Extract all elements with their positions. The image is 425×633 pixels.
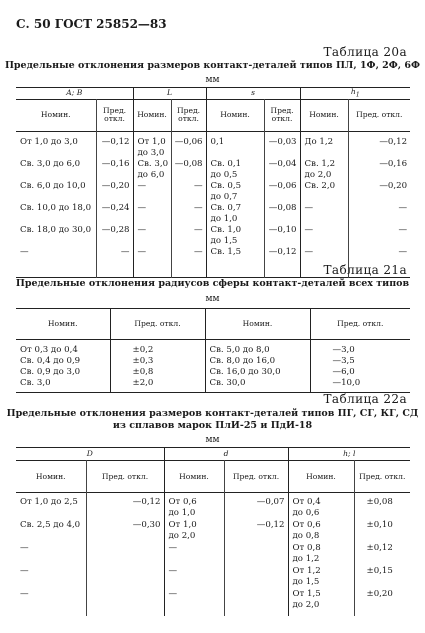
table20-cell-text: Св. 6,0 до 10,0: [20, 181, 86, 192]
table20-cell: [264, 181, 300, 203]
table20-group-h1: $h_1$: [300, 88, 410, 100]
table22-cell-text: —0,07: [256, 496, 285, 507]
table20-cell-text: —: [304, 203, 314, 214]
table20-cell-text: —: [20, 247, 29, 258]
table20-cell: [171, 137, 206, 159]
table20-cell: [206, 181, 264, 203]
table20-cell-text: —0,16: [379, 159, 408, 170]
table22-group-hl: h; l: [288, 448, 410, 461]
table21-dev-header: Пред. откл.: [110, 309, 205, 340]
table20-cell: [348, 159, 410, 181]
table21-cell: [16, 378, 110, 389]
table22-cell-text: ±0,12: [366, 542, 393, 553]
table20-cell: [133, 181, 171, 203]
table20-cell: [133, 159, 171, 181]
table20-cell: [16, 159, 96, 181]
table20-nom-header: Номин.: [40, 110, 71, 120]
table20-row: [16, 225, 410, 247]
table20-cell: [206, 225, 264, 247]
table22-cell-text: ±0,10: [366, 519, 393, 530]
table22-cell-text: ±0,15: [366, 565, 393, 576]
table20: [16, 87, 410, 278]
table21-cell: [205, 378, 310, 389]
table20-sub-header: [16, 99, 410, 131]
table20-cell-text: —0,20: [101, 181, 130, 192]
table22-cell: [86, 543, 164, 566]
table22-label: Таблица 22а: [323, 392, 407, 406]
table21-cell: [310, 378, 410, 389]
table20-cell-text: —0,06: [268, 181, 297, 192]
table20-cell-text: —0,12: [268, 247, 297, 258]
table22-row: [16, 589, 410, 612]
table20-cell: [264, 137, 300, 159]
table20-cell-text: —: [304, 247, 314, 258]
table22-cell-text: От 1,0 до 2,5: [20, 496, 78, 507]
table22-cell-text: —: [168, 542, 178, 553]
table20-cell: [264, 247, 300, 269]
table22-cell-text: —: [168, 588, 178, 599]
table20-row: [16, 181, 410, 203]
table21-nom-header: Номин.: [47, 319, 78, 329]
table20-cell-text: —: [304, 225, 314, 236]
table22-row: [16, 497, 410, 520]
table21-cell: [310, 345, 410, 356]
table20-cell-text: —0,12: [101, 137, 130, 148]
table21-cell: [205, 367, 310, 378]
table20-cell-text: —: [193, 225, 203, 236]
table22-unit: мм: [205, 435, 220, 445]
table22-cell: [16, 520, 86, 543]
table22-row: [16, 543, 410, 566]
table22-cell: [86, 589, 164, 612]
table21-cell: [205, 345, 310, 356]
table22-cell: [16, 589, 86, 612]
table20-group-header: [16, 88, 410, 100]
table21-cell-text: —6,0: [332, 366, 355, 377]
table21-cell-text: ±0,2: [132, 344, 154, 355]
table20-cell-text: Св. 3,0 до 6,0: [137, 159, 169, 181]
table21-cell: [16, 356, 110, 367]
table22-nom-header: Номин.: [164, 461, 224, 493]
table22-cell: [164, 543, 224, 566]
table22-cell: [16, 566, 86, 589]
table22-cell-text: ±0,20: [366, 588, 393, 599]
table20-cell: [206, 203, 264, 225]
table20-cell-text: —0,28: [101, 225, 130, 236]
table22-cell-text: ±0,08: [366, 496, 393, 507]
table20-cell: [300, 181, 348, 203]
table20-cell: [16, 225, 96, 247]
table22-dev-header: Пред. откл.: [354, 461, 410, 493]
table20-cell-text: —: [193, 181, 203, 192]
table22-nom-header: Номин.: [35, 471, 66, 481]
table20-cell: [348, 137, 410, 159]
table20-cell-text: —0,08: [174, 159, 203, 170]
table22-cell: [288, 566, 354, 589]
table22-title-line1: Предельные отклонения размеров контакт-деталей типов ПГ, СГ, КГ, СД: [6, 408, 419, 419]
table20-cell: [16, 181, 96, 203]
table20-cell-text: Св. 1,0 до 1,5: [210, 225, 242, 247]
table21-cell-text: —10,0: [332, 377, 361, 388]
table21-title: Предельные отклонения радиусов сферы контакт-деталей всех типов: [15, 278, 410, 289]
table21-cell-text: —3,5: [332, 355, 355, 366]
table22-cell: [354, 589, 410, 612]
table20-cell-text: —: [137, 203, 147, 214]
table22-cell: [224, 497, 288, 520]
table22-title-line2: из сплавов марок ПлИ-25 и ПдИ-18: [112, 420, 313, 431]
table20-cell: [133, 203, 171, 225]
table22-cell-text: От 1,0 до 2,0: [168, 519, 197, 541]
table21-unit: мм: [205, 294, 220, 304]
table22-cell: [16, 497, 86, 520]
table20-title: Предельные отклонения размеров контакт-деталей типов ПЛ, 1Ф, 2Ф, 6Ф: [4, 60, 421, 71]
table20-cell: [264, 203, 300, 225]
table20-cell-text: —: [120, 247, 130, 258]
table21-cell-text: ±2,0: [132, 377, 154, 388]
table21-cell-text: Св. 0,4 до 0,9: [20, 355, 81, 366]
table20-cell-text: —: [193, 203, 203, 214]
table20-cell: [133, 137, 171, 159]
table20-cell: [96, 159, 133, 181]
table22-cell: [86, 520, 164, 543]
table21-cell: [110, 356, 205, 367]
table20-cell: [16, 203, 96, 225]
table22-cell-text: От 0,6 до 0,8: [292, 519, 321, 541]
table20-dev-header: Пред. откл.: [264, 99, 300, 131]
table20-cell-text: Св. 10,0 до 18,0: [20, 203, 92, 214]
table21-cell-text: ±0,8: [132, 366, 154, 377]
table22-cell-text: —0,12: [256, 519, 285, 530]
table22-cell: [164, 566, 224, 589]
table20-cell: [206, 137, 264, 159]
table21-cell: [110, 345, 205, 356]
table20-cell: [171, 247, 206, 269]
table22-cell: [164, 520, 224, 543]
table21-cell-text: Св. 16,0 до 30,0: [209, 366, 281, 377]
table20-cell-text: Св. 1,5: [210, 247, 242, 258]
table22-cell: [288, 589, 354, 612]
table22-cell-text: —0,12: [132, 496, 161, 507]
table22-cell-text: Св. 2,5 до 4,0: [20, 519, 81, 530]
table20-group-s: s: [206, 88, 300, 100]
table22-cell: [164, 497, 224, 520]
table20-cell-text: —: [398, 247, 408, 258]
table21-cell-text: Св. 3,0: [20, 377, 51, 388]
table20-nom-header: Номин.: [206, 99, 264, 131]
table20-cell: [300, 159, 348, 181]
table20-cell: [133, 225, 171, 247]
table21-cell: [110, 378, 205, 389]
table21-row: [16, 378, 410, 389]
table20-cell: [96, 225, 133, 247]
table21-cell: [16, 345, 110, 356]
table22-cell: [224, 520, 288, 543]
table22-cell-text: —: [20, 588, 29, 599]
table22-dev-header: Пред. откл.: [224, 461, 288, 493]
table20-cell: [133, 247, 171, 269]
table20-cell-text: Св. 2,0: [304, 181, 336, 192]
table20-cell-text: Св. 18,0 до 30,0: [20, 225, 92, 236]
table21-cell: [205, 356, 310, 367]
table22-group-d-inner: d: [164, 448, 288, 461]
table22-cell-text: —: [168, 565, 178, 576]
table22-dev-header: Пред. откл.: [86, 461, 164, 493]
table20-cell: [264, 159, 300, 181]
table20-cell-text: Св. 3,0 до 6,0: [20, 159, 81, 170]
table22: [16, 447, 410, 616]
table20-cell: [171, 181, 206, 203]
table22-row: [16, 520, 410, 543]
table22-nom-header: Номин.: [288, 461, 354, 493]
table20-cell: [300, 225, 348, 247]
table20-cell: [348, 181, 410, 203]
table20-row: [16, 203, 410, 225]
table22-cell: [164, 589, 224, 612]
table20-cell: [16, 247, 96, 269]
table20-cell: [206, 247, 264, 269]
table20-cell-text: От 1,0 до 3,0: [137, 137, 166, 159]
table22-cell-text: От 1,5 до 2,0: [292, 588, 321, 610]
table21-dev-header: Пред. откл.: [310, 309, 410, 340]
table20-cell-text: —0,20: [379, 181, 408, 192]
table22-cell-text: От 0,4 до 0,6: [292, 496, 321, 518]
table21-cell: [310, 356, 410, 367]
table20-cell-text: —0,10: [268, 225, 297, 236]
table20-cell-text: —0,08: [268, 203, 297, 214]
table22-cell: [354, 497, 410, 520]
table22-sub-header: [16, 461, 410, 493]
table22-cell-text: От 0,8 до 1,2: [292, 542, 321, 564]
table20-nom-header: Номин.: [300, 99, 348, 131]
table22-cell: [224, 543, 288, 566]
table22-cell: [224, 566, 288, 589]
table22-cell: [288, 497, 354, 520]
table21-cell-text: —3,0: [332, 344, 355, 355]
table20-cell-text: —0,12: [379, 137, 408, 148]
table22-cell: [354, 566, 410, 589]
table20-cell-text: —0,24: [101, 203, 130, 214]
table22-cell: [224, 589, 288, 612]
table22-cell: [288, 520, 354, 543]
table22-cell: [86, 566, 164, 589]
table20-cell-text: —0,06: [174, 137, 203, 148]
table20-group-ab: A; B: [66, 88, 83, 98]
table20-dev-header: Пред. откл.: [96, 99, 133, 131]
table21-cell-text: Св. 5,0 до 8,0: [209, 344, 270, 355]
table20-cell-text: —: [137, 225, 147, 236]
table20-cell-text: От 1,0 до 3,0: [20, 137, 78, 148]
table20-cell-text: —0,03: [268, 137, 297, 148]
table20-cell-text: —0,04: [268, 159, 297, 170]
table20-row: [16, 159, 410, 181]
table21-cell-text: Св. 8,0 до 16,0: [209, 355, 276, 366]
table20-nom-header: Номин.: [133, 99, 171, 131]
table22-cell: [354, 520, 410, 543]
page-header: С. 50 ГОСТ 25852—83: [16, 17, 167, 31]
table22-cell-text: От 1,2 до 1,5: [292, 565, 321, 587]
table20-cell-text: Св. 1,2 до 2,0: [304, 159, 336, 181]
table20-cell: [300, 137, 348, 159]
table21-cell-text: Св. 30,0: [209, 377, 246, 388]
table20-cell: [171, 203, 206, 225]
table20-cell: [96, 203, 133, 225]
table21-label: Таблица 21а: [323, 263, 407, 277]
table20-dev-header: Пред. откл.: [171, 99, 206, 131]
table22-group-d-outer: D: [86, 449, 93, 459]
table22-cell-text: —: [20, 565, 29, 576]
table21-cell: [110, 367, 205, 378]
table22-cell-text: —0,30: [132, 519, 161, 530]
table20-cell: [96, 247, 133, 269]
table21-row: [16, 356, 410, 367]
table22-row: [16, 566, 410, 589]
table20-cell: [96, 137, 133, 159]
table22-group-header: [16, 448, 410, 461]
table21: [16, 308, 410, 393]
table20-cell: [171, 225, 206, 247]
table21-cell-text: От 0,3 до 0,4: [20, 344, 78, 355]
table20-cell-text: Св. 0,5 до 0,7: [210, 181, 242, 203]
table22-cell-text: —: [20, 542, 29, 553]
table21-header: [16, 309, 410, 340]
table22-cell: [16, 543, 86, 566]
table20-cell-text: —: [193, 247, 203, 258]
table22-cell-text: От 0,6 до 1,0: [168, 496, 197, 518]
table20-cell: [16, 137, 96, 159]
table22-cell: [86, 497, 164, 520]
table20-cell: [171, 159, 206, 181]
table21-row: [16, 367, 410, 378]
table20-cell-text: До 1,2: [304, 137, 334, 148]
table20-cell-text: —0,16: [101, 159, 130, 170]
table22-cell: [354, 543, 410, 566]
table20-cell: [300, 203, 348, 225]
table20-cell: [96, 181, 133, 203]
table20-cell-text: Св. 0,1 до 0,5: [210, 159, 242, 181]
table20-cell-text: Св. 0,7 до 1,0: [210, 203, 242, 225]
table21-cell-text: ±0,3: [132, 355, 154, 366]
table20-cell-text: 0,1: [210, 137, 225, 148]
table20-cell-text: —: [137, 181, 147, 192]
table22-cell: [288, 543, 354, 566]
table20-dev-header: Пред. откл.: [348, 99, 410, 131]
table20-row: [16, 137, 410, 159]
table21-cell-text: Св. 0,9 до 3,0: [20, 366, 81, 377]
table21-cell: [310, 367, 410, 378]
table20-group-l: L: [133, 88, 206, 100]
table20-label: Таблица 20а: [323, 45, 407, 59]
table21-cell: [16, 367, 110, 378]
table20-cell-text: —: [398, 203, 408, 214]
table20-cell: [206, 159, 264, 181]
table20-cell: [348, 225, 410, 247]
table20-cell: [348, 203, 410, 225]
table20-unit: мм: [205, 75, 220, 85]
table21-row: [16, 345, 410, 356]
table20-cell-text: —: [137, 247, 147, 258]
table20-cell-text: —: [398, 225, 408, 236]
table20-cell: [264, 225, 300, 247]
table21-nom-header: Номин.: [205, 309, 310, 340]
